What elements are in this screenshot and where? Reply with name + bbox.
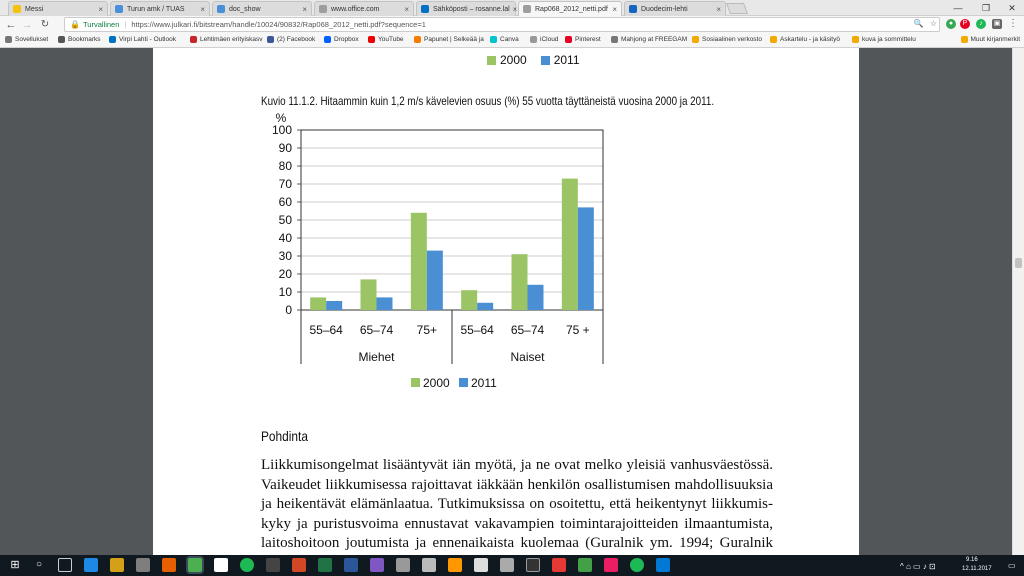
site-favicon-icon xyxy=(611,36,618,43)
pinterest-extension-icon[interactable]: P xyxy=(960,19,970,29)
tab-favicon xyxy=(523,5,531,13)
tab-favicon xyxy=(13,5,21,13)
zoom-icon[interactable]: 🔍 xyxy=(913,19,924,28)
bar-2011 xyxy=(377,297,393,310)
folder-icon xyxy=(770,36,777,43)
clock-time[interactable]: 9.16 xyxy=(966,557,978,563)
y-tick-label: 100 xyxy=(271,123,292,137)
close-icon[interactable]: × xyxy=(512,4,518,14)
address-bar[interactable] xyxy=(64,17,940,32)
top-legend xyxy=(487,53,594,67)
tray-icons[interactable]: ^ ⌂ ▭ ♪ ⊡ xyxy=(900,562,936,571)
home-icon[interactable] xyxy=(214,558,228,572)
app-icon[interactable] xyxy=(578,558,592,572)
firefox-icon[interactable] xyxy=(162,558,176,572)
chrome-icon[interactable] xyxy=(188,558,202,572)
figure-caption: Kuvio 11.1.2. Hitaammin kuin 1,2 m/s kävelevien osuus (%) 55 vuotta täyttäneistä vuosina 2000 ja 2011. xyxy=(261,94,715,108)
legend-label: 2011 xyxy=(471,376,497,390)
scrollbar-thumb[interactable] xyxy=(1015,258,1022,268)
category-label: 55–64 xyxy=(309,323,343,337)
bookmark-item[interactable]: YouTube xyxy=(368,36,404,43)
bookmark-item[interactable]: Dropbox xyxy=(324,36,359,43)
pdf-page xyxy=(153,48,859,555)
clock-date[interactable]: 12.11.2017 xyxy=(962,566,992,572)
bookmark-item[interactable]: kuva ja sommittelu xyxy=(852,36,916,43)
legend-swatch xyxy=(541,56,550,65)
bar-chart xyxy=(153,111,859,426)
word-icon[interactable] xyxy=(344,558,358,572)
star-icon[interactable]: ☆ xyxy=(929,19,937,28)
bookmark-item[interactable]: iCloud xyxy=(530,36,558,43)
tab-sahkoposti[interactable]: Sähköposti – rosanne.lal × xyxy=(416,1,516,16)
papunet-icon xyxy=(414,36,421,43)
bar-2000 xyxy=(512,254,528,310)
back-arrow-icon[interactable]: ← xyxy=(5,19,17,31)
security-label: Turvallinen xyxy=(82,20,120,29)
bar-2011 xyxy=(477,303,493,310)
tab-office[interactable]: www.office.com × xyxy=(314,1,414,16)
maximize-button[interactable]: ❐ xyxy=(981,3,991,13)
tab-favicon xyxy=(217,5,225,13)
y-tick-label: 10 xyxy=(278,285,292,299)
bookmark-item[interactable]: Bookmarks xyxy=(58,36,101,43)
menu-icon[interactable]: ⋮ xyxy=(1008,18,1018,29)
tab-doc-show[interactable]: doc_show × xyxy=(212,1,312,16)
bar-2011 xyxy=(427,251,443,310)
bookmarks-bar xyxy=(0,34,1024,48)
category-label: 75 + xyxy=(565,323,590,337)
category-label: 55–64 xyxy=(460,323,494,337)
outlook-icon xyxy=(109,36,116,43)
app-icon[interactable] xyxy=(422,558,436,572)
legend-swatch xyxy=(411,378,420,387)
app-icon[interactable] xyxy=(604,558,618,572)
pinterest-icon xyxy=(565,36,572,43)
bookmark-item[interactable]: Pinterest xyxy=(565,36,601,43)
y-tick-label: 70 xyxy=(278,177,292,191)
legend-label: 2000 xyxy=(423,376,450,390)
bookmark-item[interactable]: Lehtimäen erityiskasv xyxy=(190,36,263,43)
folder-icon xyxy=(852,36,859,43)
body-paragraph: Liikkumisongelmat lisääntyvät iän myötä, ja ne ovat melko yleisiä vanhusväestössä. Vaikeudet liikkumisessa rajoittavat iäkkään henkilön osallistumisen mahdollisuuksia ja heikentävät elämänlaatua. Tutkimuksissa on osoitettu, että heikentynyt liikkumis-kyky ja puristusvoima ennustavat vakavampien toimintarajoitteiden ilmaantumista, laitoshoitoon joutumista ja ennenaikaista kuolemaa (Guralnik ym. 1994; Guralnik xyxy=(261,457,773,551)
y-tick-label: 80 xyxy=(278,159,292,173)
bar-2000 xyxy=(461,290,477,310)
task-view-icon[interactable] xyxy=(58,558,72,572)
search-icon[interactable]: ○ xyxy=(35,559,43,570)
reload-icon[interactable]: ↻ xyxy=(40,19,50,30)
windows-start-icon[interactable]: ⊞ xyxy=(10,559,20,571)
tab-favicon xyxy=(115,5,123,13)
minimize-button[interactable]: — xyxy=(953,3,963,13)
extension-box-icon[interactable]: ▣ xyxy=(993,20,1001,27)
bookmark-item[interactable]: Mahjong at FREEGAM xyxy=(611,36,687,43)
legend-swatch xyxy=(487,56,496,65)
browser-toolbar xyxy=(0,16,1024,34)
section-heading: Pohdinta xyxy=(261,428,308,444)
url-text[interactable]: https://www.julkari.fi/bitstream/handle/10024/90832/Rap068_2012_netti.pdf?sequence=1 xyxy=(131,20,426,29)
legend-item-2000: 2000 xyxy=(487,53,527,67)
lock-icon: 🔒 xyxy=(70,20,80,29)
other-bookmarks[interactable]: Muut kirjanmerkit xyxy=(961,36,1020,43)
apps-grid-icon xyxy=(5,36,12,43)
y-tick-label: 30 xyxy=(278,249,292,263)
star-bookmark-icon xyxy=(58,36,65,43)
store-icon[interactable] xyxy=(136,558,150,572)
y-tick-label: 90 xyxy=(278,141,292,155)
bar-2011 xyxy=(578,207,594,310)
spotify-icon[interactable] xyxy=(240,558,254,572)
category-label: 65–74 xyxy=(359,323,394,337)
legend-swatch xyxy=(459,378,468,387)
close-icon[interactable]: × xyxy=(98,4,103,14)
close-icon[interactable]: × xyxy=(404,4,409,14)
pdf-viewer[interactable] xyxy=(0,48,1024,555)
bar-2011 xyxy=(326,301,342,310)
bookmark-item[interactable]: (2) Facebook xyxy=(267,36,315,43)
youtube-icon xyxy=(368,36,375,43)
bookmark-item[interactable]: Askartelu - ja käsityö xyxy=(770,36,840,43)
tab-favicon xyxy=(421,5,429,13)
file-explorer-icon[interactable] xyxy=(110,558,124,572)
bookmark-item[interactable]: Sosiaalinen verkosto xyxy=(692,36,762,43)
tab-favicon xyxy=(629,5,637,13)
close-window-button[interactable]: ✕ xyxy=(1008,3,1016,13)
vertical-scrollbar[interactable] xyxy=(1012,48,1024,555)
omnibox-actions xyxy=(914,19,937,28)
app-icon[interactable] xyxy=(266,558,280,572)
bar-2000 xyxy=(411,213,427,310)
close-icon[interactable]: × xyxy=(612,4,617,14)
new-tab-button[interactable] xyxy=(726,3,748,14)
bookmark-item[interactable]: Canva xyxy=(490,36,519,43)
close-icon[interactable]: × xyxy=(200,4,205,14)
taskbar xyxy=(0,555,1024,576)
bookmark-item[interactable]: Papunet | Selkeää ja xyxy=(414,36,484,43)
group-label: Miehet xyxy=(358,350,395,364)
facebook-icon xyxy=(267,36,274,43)
bookmark-item[interactable]: Virpi Lahti - Outlook xyxy=(109,36,176,43)
tab-messi[interactable]: Messi × xyxy=(8,1,108,16)
y-axis-label: % xyxy=(275,111,287,125)
dropbox-icon xyxy=(324,36,331,43)
close-icon[interactable]: × xyxy=(716,4,721,14)
app-icon[interactable] xyxy=(448,558,462,572)
tab-pdf[interactable]: Rap068_2012_netti.pdf × xyxy=(518,1,622,16)
forward-arrow-icon[interactable]: → xyxy=(21,19,33,31)
tab-strip xyxy=(0,0,1024,16)
address-separator: | xyxy=(124,20,127,29)
calculator-icon[interactable] xyxy=(474,558,488,572)
folder-icon xyxy=(692,36,699,43)
excel-icon[interactable] xyxy=(318,558,332,572)
close-icon[interactable]: × xyxy=(302,4,307,14)
group-label: Naiset xyxy=(510,350,545,364)
tab-favicon xyxy=(319,5,327,13)
bookmark-item[interactable]: Sovellukset xyxy=(5,36,48,43)
bar-2000 xyxy=(361,279,377,310)
notification-icon[interactable]: ▭ xyxy=(1008,561,1016,570)
spotify-icon[interactable] xyxy=(630,558,644,572)
y-tick-label: 50 xyxy=(278,213,292,227)
app-icon[interactable] xyxy=(552,558,566,572)
y-tick-label: 0 xyxy=(285,303,292,317)
spotify-extension-icon[interactable]: ♪ xyxy=(976,19,986,29)
site-favicon-icon xyxy=(190,36,197,43)
edge-icon[interactable] xyxy=(84,558,98,572)
y-tick-label: 20 xyxy=(278,267,292,281)
onenote-icon[interactable] xyxy=(370,558,384,572)
powerpoint-icon[interactable] xyxy=(292,558,306,572)
canva-icon xyxy=(490,36,497,43)
tab-duodecim[interactable]: Duodecim-lehti × xyxy=(624,1,726,16)
bar-2000 xyxy=(310,297,326,310)
category-label: 75+ xyxy=(416,323,438,337)
y-tick-label: 60 xyxy=(278,195,292,209)
app-icon[interactable] xyxy=(396,558,410,572)
app-icon[interactable] xyxy=(500,558,514,572)
legend-item-2011: 2011 xyxy=(541,53,580,67)
apple-icon xyxy=(530,36,537,43)
y-tick-label: 40 xyxy=(278,231,292,245)
skype-icon[interactable] xyxy=(656,558,670,572)
extension-icon[interactable]: ● xyxy=(946,19,956,29)
category-label: 65–74 xyxy=(510,323,545,337)
folder-icon xyxy=(961,36,968,43)
tab-turun-amk[interactable]: Turun amk / TUAS × xyxy=(110,1,210,16)
bar-2000 xyxy=(562,179,578,310)
bar-2011 xyxy=(528,285,544,310)
app-icon[interactable] xyxy=(526,558,540,572)
